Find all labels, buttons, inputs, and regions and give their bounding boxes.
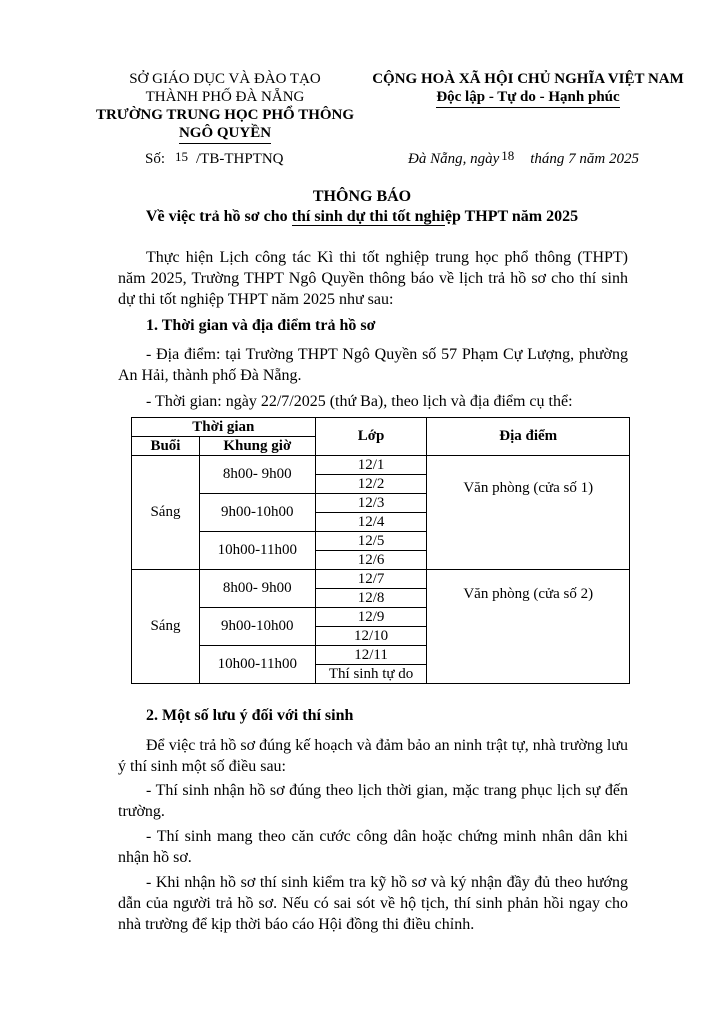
country-name: CỘNG HOÀ XÃ HỘI CHỦ NGHĨA VIỆT NAM [372,71,684,87]
schedule-table [131,417,630,684]
notes-intro-paragraph: Để việc trả hồ sơ đúng kế hoạch và đảm bảo an ninh trật tự, nhà trường lưu ý thí sinh một số điều sau: [118,737,628,775]
session-cell: Sáng [132,570,200,684]
class-cell: 12/5 [315,532,427,551]
ref-number: 15 [175,149,189,164]
slot-cell: 10h00-11h00 [199,532,315,570]
document-title: THÔNG BÁO [312,188,412,205]
slot-cell: 9h00-10h00 [199,494,315,532]
subtitle-part-2: thí sinh dự thi tốt nghi [291,208,445,225]
dept-line-2: THÀNH PHỐ ĐÀ NẴNG [145,89,305,105]
subtitle-part-3: ệp THPT năm 2025 [444,208,579,225]
class-cell: Thí sinh tự do [315,665,427,684]
school-line-1: TRƯỜNG TRUNG HỌC PHỔ THÔNG [95,107,355,123]
header-session: Buổi [132,437,200,456]
class-cell: 12/4 [315,513,427,532]
time-paragraph: - Thời gian: ngày 22/7/2025 (thứ Ba), theo lịch và địa điểm cụ thể: [146,393,573,410]
class-cell: 12/10 [315,627,427,646]
note-item-1: - Thí sinh nhận hồ sơ đúng theo lịch thời gian, mặc trang phục lịch sự đến trường. [118,782,628,820]
header-place: Địa điểm [427,418,630,456]
class-cell: 12/1 [315,456,427,475]
place-cell: Văn phòng (cửa số 1) [427,456,630,570]
reference-number [145,151,284,168]
intro-paragraph: Thực hiện Lịch công tác Kì thi tốt nghiệp trung học phổ thông (THPT) năm 2025, Trường THPT Ngô Quyền thông báo về lịch trả hồ sơ cho thí sinh dự thi tốt nghiệp THPT năm 2025 như sau: [118,249,628,308]
class-cell: 12/9 [315,608,427,627]
issue-date [408,148,639,168]
dept-line-1: SỞ GIÁO DỤC VÀ ĐÀO TẠO [129,71,321,87]
ref-prefix: Số: [145,151,166,167]
header-slot: Khung giờ [199,437,315,456]
slot-cell: 9h00-10h00 [199,608,315,646]
note-item-2: - Thí sinh mang theo căn cước công dân hoặc chứng minh nhân dân khi nhận hồ sơ. [118,828,628,866]
place-cell: Văn phòng (cửa số 2) [427,570,630,684]
class-cell: 12/8 [315,589,427,608]
header-class: Lớp [315,418,427,456]
class-cell: 12/2 [315,475,427,494]
national-heading [372,70,684,108]
date-day: 18 [501,148,515,163]
class-cell: 12/11 [315,646,427,665]
class-cell: 12/6 [315,551,427,570]
ref-suffix: /TB-THPTNQ [196,151,284,167]
date-suffix: tháng 7 năm 2025 [530,151,639,167]
date-prefix: Đà Nẵng, ngày [408,151,500,167]
class-cell: 12/7 [315,570,427,589]
table-row [132,570,630,589]
subtitle-part-1: Về việc trả hồ sơ cho [145,208,292,225]
class-cell: 12/3 [315,494,427,513]
note-item-3: - Khi nhận hồ sơ thí sinh kiểm tra kỹ hồ sơ và ký nhận đầy đủ theo hướng dẫn của người trả hồ sơ. Nếu có sai sót về hộ tịch, thí sinh phản hồi ngay cho nhà trường để kịp thời báo cáo Hội đồng thi điều chỉnh. [118,874,628,933]
table-row [132,456,630,475]
session-cell: Sáng [132,456,200,570]
national-motto: Độc lập - Tự do - Hạnh phúc [436,88,619,108]
issuer-block [60,70,390,144]
slot-cell: 8h00- 9h00 [199,456,315,494]
section-1-heading: 1. Thời gian và địa điểm trả hồ sơ [146,317,376,334]
location-paragraph: - Địa điểm: tại Trường THPT Ngô Quyền số 57 Phạm Cự Lượng, phường An Hải, thành phố Đà Nẵng. [118,346,628,384]
school-line-2: NGÔ QUYỀN [179,124,271,144]
document-subtitle [0,208,724,226]
section-2-heading: 2. Một số lưu ý đối với thí sinh [146,707,354,724]
header-time-group: Thời gian [132,418,316,437]
slot-cell: 10h00-11h00 [199,646,315,684]
slot-cell: 8h00- 9h00 [199,570,315,608]
